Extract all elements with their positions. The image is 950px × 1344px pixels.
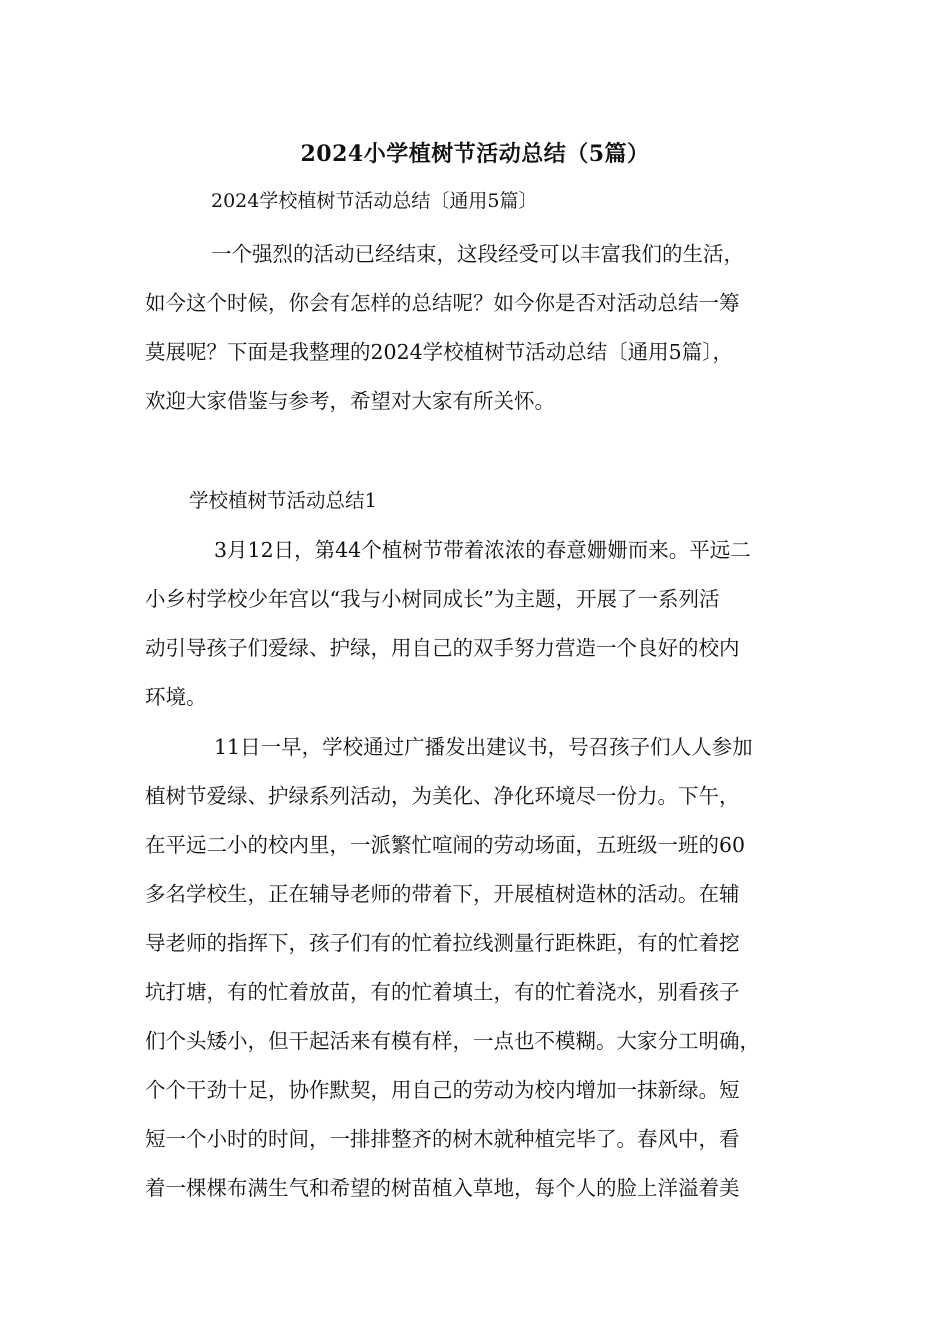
body-paragraph-2 <box>145 723 825 1213</box>
paragraph-line: 3月12日，第44个植树节带着浓浓的春意姗姗而来。平远二 <box>214 538 751 562</box>
intro-line: 欢迎大家借鉴与参考，希望对大家有所关怀。 <box>145 389 555 413</box>
intro-line: 一个强烈的活动已经结束，这段经受可以丰富我们的生活， <box>211 242 744 266</box>
intro-paragraph <box>145 230 825 426</box>
paragraph-line: 植树节爱绿、护绿系列活动，为美化、净化环境尽一份力。下午， <box>145 784 740 808</box>
paragraph-line: 小乡村学校少年宫以“我与小树同成长”为主题，开展了一系列活 <box>145 587 720 611</box>
intro-line: 如今这个时候，你会有怎样的总结呢？如今你是否对活动总结一筹 <box>145 291 740 315</box>
intro-line: 莫展呢？下面是我整理的2024学校植树节活动总结〔通用5篇〕， <box>145 340 733 364</box>
paragraph-line: 导老师的指挥下，孩子们有的忙着拉线测量行距株距，有的忙着挖 <box>145 931 740 955</box>
section-heading: 学校植树节活动总结1 <box>189 489 377 512</box>
paragraph-line: 动引导孩子们爱绿、护绿，用自己的双手努力营造一个良好的校内 <box>145 636 740 660</box>
document-subtitle: 2024学校植树节活动总结〔通用5篇〕 <box>211 190 538 212</box>
paragraph-line: 多名学校生，正在辅导老师的带着下，开展植树造林的活动。在辅 <box>145 882 740 906</box>
paragraph-line: 着一棵棵布满生气和希望的树苗植入草地，每个人的脸上洋溢着美 <box>145 1176 740 1200</box>
paragraph-line: 环境。 <box>145 685 207 709</box>
paragraph-line: 个个干劲十足，协作默契，用自己的劳动为校内增加一抹新绿。短 <box>145 1078 740 1102</box>
paragraph-line: 们个头矮小，但干起活来有模有样，一点也不模糊。大家分工明确， <box>145 1029 760 1053</box>
paragraph-line: 短一个小时的时间，一排排整齐的树木就种植完毕了。春风中，看 <box>145 1127 740 1151</box>
paragraph-line: 坑打塘，有的忙着放苗，有的忙着填土，有的忙着浇水，别看孩子 <box>145 980 740 1004</box>
paragraph-line: 11日一早，学校通过广播发出建议书，号召孩子们人人参加 <box>214 735 753 759</box>
document-title: 2024小学植树节活动总结（5篇） <box>300 141 650 167</box>
paragraph-line: 在平远二小的校内里，一派繁忙喧闹的劳动场面，五班级一班的60 <box>145 833 746 857</box>
body-paragraph-1 <box>145 526 825 722</box>
